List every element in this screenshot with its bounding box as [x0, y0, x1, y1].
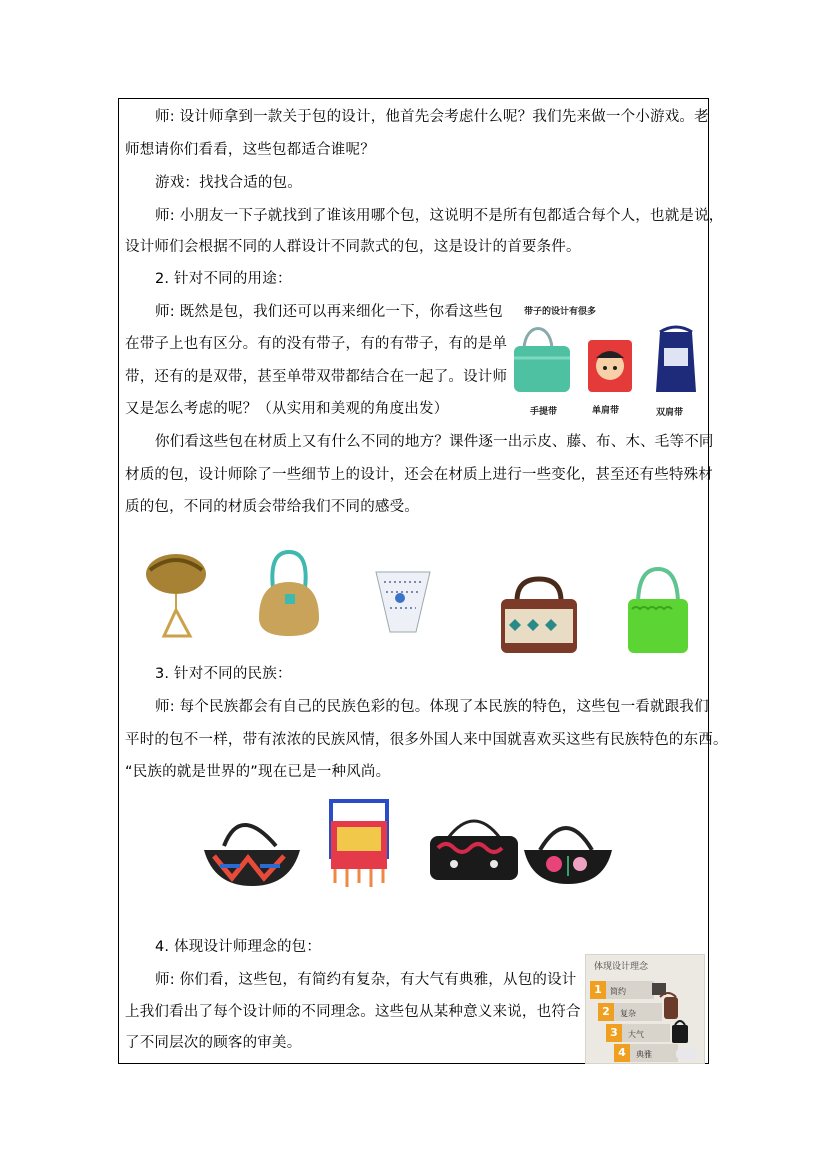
design-bags-image	[648, 977, 702, 1061]
strap-caption: 单肩带	[592, 406, 620, 416]
design-item-number: 1	[590, 981, 606, 999]
paragraph-line: 师: 设计师拿到一款关于包的设计，他首先会考虑什么呢？我们先来做一个小游戏。老	[155, 109, 709, 125]
paragraph-line: 师: 既然是包，我们还可以再来细化一下，你看这些包	[155, 304, 503, 320]
strap-caption: 手提带	[530, 407, 558, 417]
design-item-label: 复杂	[620, 1009, 636, 1018]
rattan-bag-image	[255, 548, 323, 642]
paragraph-line: 在带子上也有区分。有的没有带子，有的有带子，有的是单	[125, 336, 508, 352]
design-item-number: 4	[614, 1044, 630, 1062]
paragraph-line: 上我们看出了每个设计师的不同理念。这些包从某种意义来说，也符合	[125, 1004, 581, 1020]
design-panel-title: 体现设计理念	[594, 962, 649, 972]
paragraph-line: 你们看这些包在材质上又有什么不同的地方？课件逐一出示皮、藤、布、木、毛等不同	[155, 434, 714, 450]
paragraph-line: 了不同层次的顾客的审美。	[125, 1035, 302, 1051]
paragraph-line: 师想请你们看看，这些包都适合谁呢？	[125, 142, 375, 158]
section-heading: 2. 针对不同的用途：	[155, 271, 292, 287]
paragraph-line: 质的包，不同的材质会带给我们不同的感受。	[125, 499, 419, 515]
wooden-bag-image	[497, 573, 581, 657]
paragraph-line: “民族的就是世界的”现在已是一种风尚。	[125, 764, 391, 780]
fabric-bag-image	[372, 568, 434, 636]
strap-caption: 双肩带	[656, 408, 684, 418]
ethnic-bag-image	[200, 806, 304, 888]
ethnic-bag-image	[424, 808, 524, 886]
strap-figure-heading: 带子的设计有很多	[524, 307, 597, 317]
ethnic-bag-image	[325, 797, 393, 893]
paragraph-line: 设计师们会根据不同的人群设计不同款式的包，这是设计的首要条件。	[125, 239, 581, 255]
design-concept-panel	[585, 954, 705, 1064]
section-heading: 4. 体现设计师理念的包：	[155, 939, 322, 955]
design-item-number: 2	[598, 1003, 614, 1021]
paragraph-line: 平时的包不一样，带有浓浓的民族风情，很多外国人来中国就喜欢买这些有民族特色的东西。	[125, 732, 728, 748]
paragraph-line: 带，还有的是双带，甚至单带双带都结合在一起了。设计师	[125, 369, 508, 385]
paragraph-line: 又是怎么考虑的呢？（从实用和美观的角度出发）	[125, 401, 449, 417]
paragraph-line: 材质的包，设计师除了一些细节上的设计，还会在材质上进行一些变化，甚至还有些特殊材	[125, 467, 713, 483]
design-item-label: 典雅	[636, 1050, 652, 1059]
paragraph-line: 游戏：找找合适的包。	[155, 175, 302, 191]
fur-bag-image	[624, 565, 692, 657]
paragraph-line: 师: 每个民族都会有自己的民族色彩的包。体现了本民族的特色，这些包一看就跟我们	[155, 699, 709, 715]
design-item-number: 3	[606, 1024, 622, 1042]
paragraph-line: 师: 你们看，这些包，有简约有复杂，有大气有典雅，从包的设计	[155, 972, 577, 988]
design-item-label: 大气	[628, 1030, 644, 1039]
design-item-label: 简约	[610, 987, 626, 996]
section-heading: 3. 针对不同的民族：	[155, 666, 292, 682]
leather-bag-image	[140, 550, 215, 642]
ethnic-bag-image	[520, 810, 616, 888]
strap-bags-image	[510, 318, 702, 398]
paragraph-line: 师: 小朋友一下子就找到了谁该用哪个包，这说明不是所有包都适合每个人，也就是说，	[155, 208, 724, 224]
